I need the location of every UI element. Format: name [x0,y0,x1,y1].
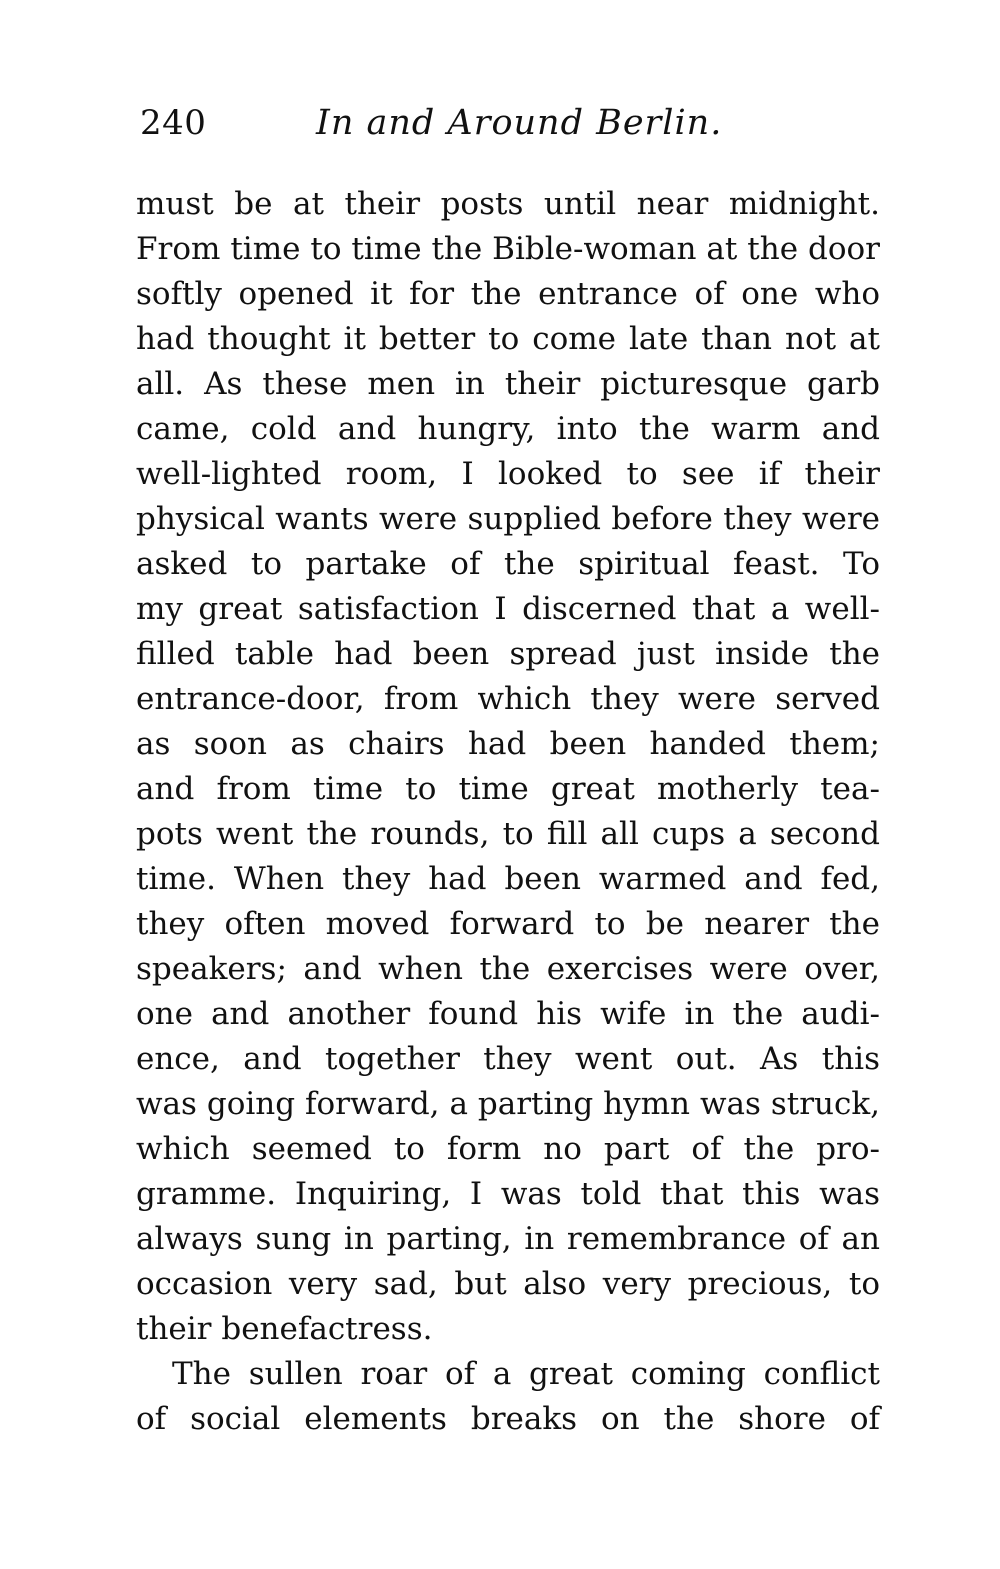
text-line: well-lighted room, I looked to see if their [136,456,880,492]
text-line: one and another found his wife in the audi- [136,996,880,1032]
text-line: physical wants were supplied before they were [136,501,880,537]
text-line: speakers; and when the exercises were over, [136,951,880,987]
text-line: as soon as chairs had been handed them; [136,726,880,762]
text-line: softly opened it for the entrance of one who [136,276,880,312]
text-line: of social elements breaks on the shore of [136,1401,880,1437]
text-line: they often moved forward to be nearer the [136,906,880,942]
text-line: filled table had been spread just inside the [136,636,880,672]
text-line: had thought it better to come late than not at [136,321,880,357]
text-line: From time to time the Bible-woman at the door [136,231,880,267]
text-line: was going forward, a parting hymn was struck, [136,1086,880,1122]
text-line: came, cold and hungry, into the warm and [136,411,880,447]
text-line: The sullen roar of a great coming conflict [172,1356,880,1392]
text-line: pots went the rounds, to fill all cups a second [136,816,880,852]
text-line: their benefactress. [136,1311,433,1347]
text-line: my great satisfaction I discerned that a well- [136,591,880,627]
text-line: must be at their posts until near midnight. [136,186,880,222]
text-line: always sung in parting, in remembrance of an [136,1221,880,1257]
text-line: asked to partake of the spiritual feast. To [136,546,880,582]
running-title: In and Around Berlin. [316,103,723,143]
text-line: entrance-door, from which they were served [136,681,880,717]
text-line: occasion very sad, but also very precious, to [136,1266,880,1302]
text-line: which seemed to form no part of the pro- [136,1131,880,1167]
body-text [136,182,880,1442]
text-line: and from time to time great motherly tea- [136,771,880,807]
running-head [140,98,880,148]
text-line: all. As these men in their picturesque garb [136,366,880,402]
page-number: 240 [140,103,207,143]
text-line: time. When they had been warmed and fed, [136,861,880,897]
text-line: ence, and together they went out. As this [136,1041,880,1077]
text-line: gramme. Inquiring, I was told that this was [136,1176,880,1212]
